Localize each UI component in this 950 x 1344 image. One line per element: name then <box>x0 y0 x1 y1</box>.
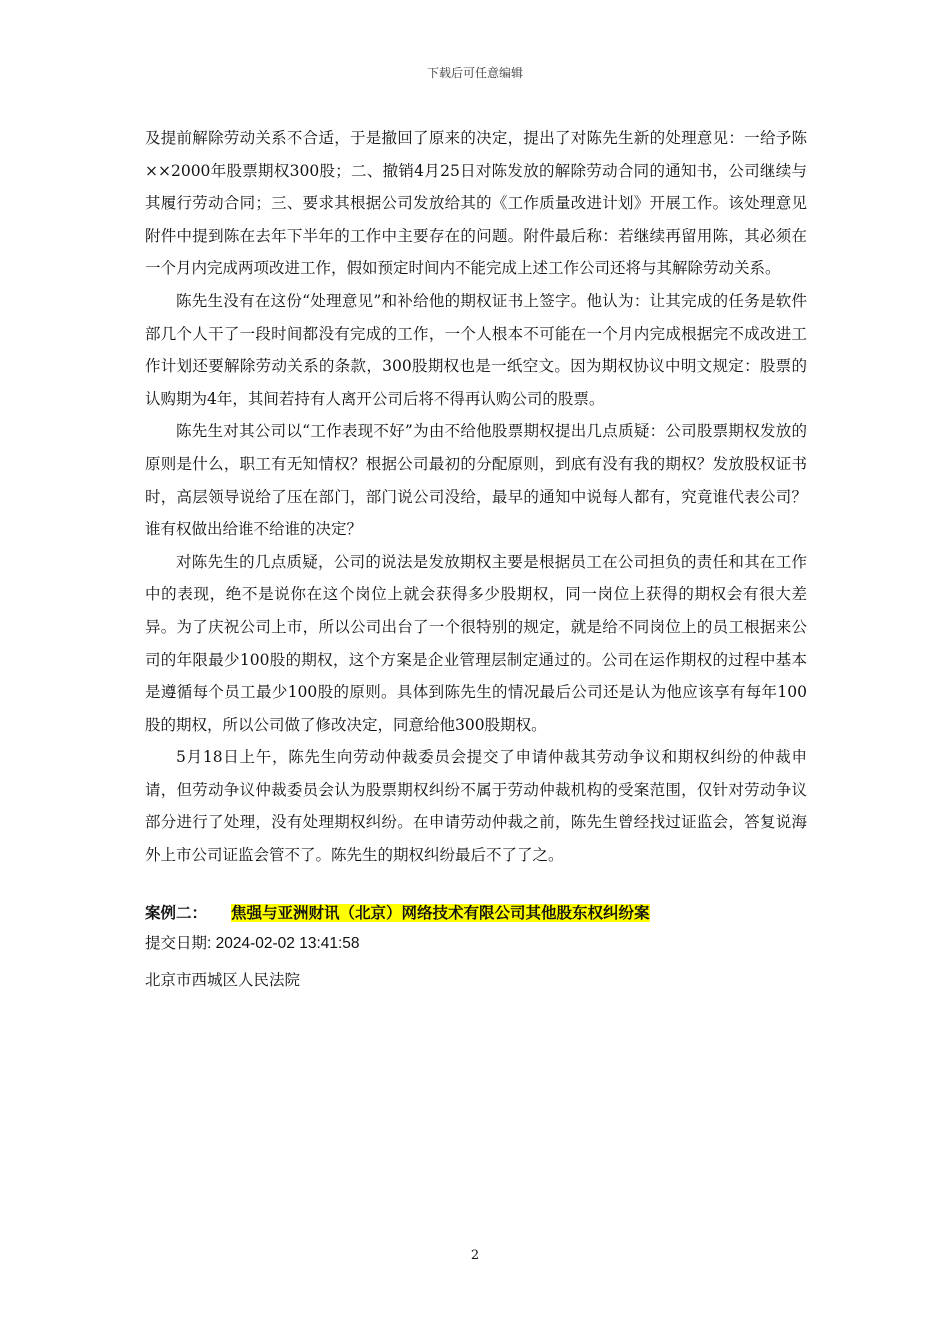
page-header: 下载后可任意编辑 <box>426 66 523 80</box>
submit-date: 提交日期: 2024-02-02 13:41:58 <box>145 934 360 952</box>
court-name: 北京市西城区人民法院 <box>145 970 301 989</box>
paragraph: 陈先生没有在这份“处理意见”和补给他的期权证书上签字。他认为：让其完成的任务是软件部几个人干了一段时间都没有完成的工作，一个人根本不可能在一个月内完成根据完不成改进工作计划还要解除劳动关系的条款，300股期权也是一纸空文。因为期权协议中明文规定：股票的认购期为4年，其间若持有人离开公司后将不得再认购公司的股票。 <box>145 291 807 408</box>
case-label: 案例二： <box>145 903 208 922</box>
document-body <box>145 122 807 998</box>
paragraph: 对陈先生的几点质疑，公司的说法是发放期权主要是根据员工在公司担负的责任和其在工作中的表现，绝不是说你在这个岗位上就会获得多少股期权，同一岗位上获得的期权会有很大差异。为了庆祝公司上市，所以公司出台了一个很特别的规定，就是给不同岗位上的员工根据来公司的年限最少100股的期权，这个方案是企业管理层制定通过的。公司在运作期权的过程中基本是遵循每个员工最少100股的原则。具体到陈先生的情况最后公司还是认为他应该享有每年100股的期权，所以公司做了修改决定，同意给他300股期权。 <box>145 552 807 734</box>
paragraph: 陈先生对其公司以“工作表现不好”为由不给他股票期权提出几点质疑：公司股票期权发放的原则是什么，职工有无知情权？根据公司最初的分配原则，到底有没有我的期权？发放股权证书时，高层领导说给了压在部门，部门说公司没给，最早的通知中说每人都有，究竟谁代表公司？谁有权做出给谁不给谁的决定？ <box>145 422 807 539</box>
paragraph-continued: 及提前解除劳动关系不合适，于是撤回了原来的决定，提出了对陈先生新的处理意见：一给予陈××2000年股票期权300股；二、撤销4月25日对陈发放的解除劳动合同的通知书，公司继续与其履行劳动合同；三、要求其根据公司发放给其的《工作质量改进计划》开展工作。该处理意见附件中提到陈在去年下半年的工作中主要存在的问题。附件最后称：若继续再留用陈，其必须在一个月内完成两项改进工作，假如预定时间内不能完成上述工作公司还将与其解除劳动关系。 <box>145 129 807 278</box>
paragraph: 5月18日上午，陈先生向劳动仲裁委员会提交了申请仲裁其劳动争议和期权纠纷的仲裁申请，但劳动争议仲裁委员会认为股票期权纠纷不属于劳动仲裁机构的受案范围，仅针对劳动争议部分进行了处理，没有处理期权纠纷。在申请劳动仲裁之前，陈先生曾经找过证监会，答复说海外上市公司证监会管不了。陈先生的期权纠纷最后不了了之。 <box>145 748 807 865</box>
page-number: 2 <box>470 1248 480 1263</box>
case-title-highlighted: 焦强与亚洲财讯（北京）网络技术有限公司其他股东权纠纷案 <box>231 903 650 922</box>
case-heading <box>145 900 807 926</box>
